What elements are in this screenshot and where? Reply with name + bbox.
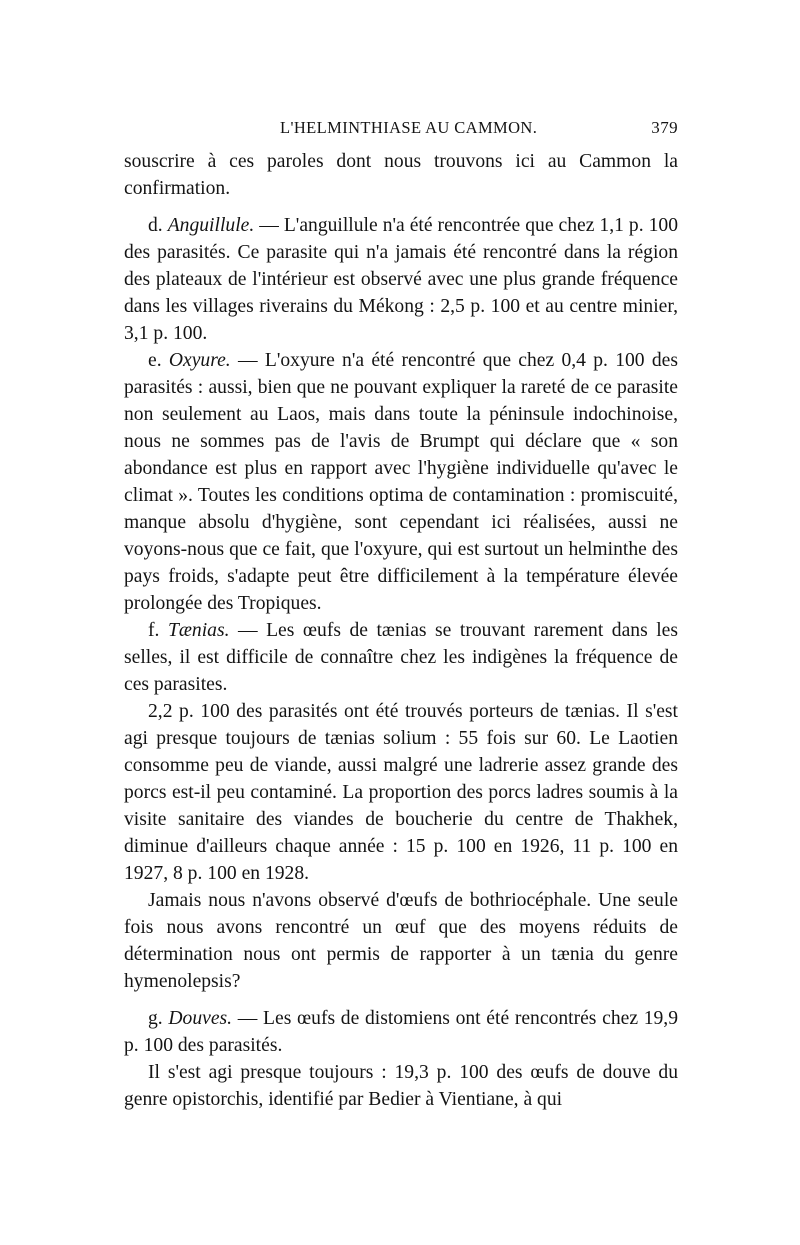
section-letter: f. <box>148 620 168 641</box>
paragraph-text: Il s'est agi presque toujours : 19,3 p. 100 des œufs de douve du genre opistorchis, identifié par Bedier à Vientiane, à qui <box>124 1062 678 1110</box>
paragraph-taenias-statistics <box>124 698 678 887</box>
section-letter: d. <box>148 215 168 236</box>
paragraph-continuation <box>124 148 678 202</box>
paragraph-text: — Les œufs de distomiens ont été rencontrés chez 19,9 p. 100 des parasités. <box>124 1008 678 1056</box>
paragraph-oxyure <box>124 347 678 617</box>
section-label: Anguillule. <box>167 215 255 236</box>
paragraph-opistorchis <box>124 1059 678 1113</box>
running-head <box>124 118 678 148</box>
paragraph-text: — Les œufs de tænias se trouvant rarement dans les selles, il est difficile de connaître chez les indigènes la fréquence de ces parasites. <box>124 620 678 695</box>
paragraph-anguillule <box>124 212 678 347</box>
paragraph-text: 2,2 p. 100 des parasités ont été trouvés porteurs de tænias. Il s'est agi presque toujours de tænias solium : 55 fois sur 60. Le Laotien consomme peu de viande, aussi malgré une ladrerie assez grande des porcs est-il peu contaminé. La proportion des porcs ladres soumis à la visite sanitaire des viandes de boucherie du centre de Thakhek, diminue d'ailleurs chaque année : 15 p. 100 en 1926, 11 p. 100 en 1927, 8 p. 100 en 1928. <box>124 701 678 884</box>
paragraph-text: — L'anguillule n'a été rencontrée que chez 1,1 p. 100 des parasités. Ce parasite qui n'a jamais été rencontré dans la région des plateaux de l'intérieur est observé avec une plus grande fréquence dans les villages riverains du Mékong : 2,5 p. 100 et au centre minier, 3,1 p. 100. <box>124 215 678 344</box>
paragraph-douves <box>124 1005 678 1059</box>
section-label: Oxyure. <box>168 350 231 371</box>
document-page <box>124 118 678 1113</box>
paragraph-text: Jamais nous n'avons observé d'œufs de bothriocéphale. Une seule fois nous avons rencontré un œuf que des moyens réduits de détermination nous ont permis de rapporter à un tænia du genre hymenolepsis? <box>124 890 678 992</box>
section-letter: e. <box>148 350 169 371</box>
paragraph-text: souscrire à ces paroles dont nous trouvons ici au Cammon la confirmation. <box>124 151 678 199</box>
running-title: L'HELMINTHIASE AU CAMMON. <box>280 118 538 137</box>
paragraph-bothriocephale <box>124 887 678 995</box>
paragraph-text: — L'oxyure n'a été rencontré que chez 0,4 p. 100 des parasités : aussi, bien que ne pouvant expliquer la rareté de ce parasite non seulement au Laos, mais dans toute la péninsule indochinoise, nous ne sommes pas de l'avis de Brumpt qui déclare que « son abondance est plus en rapport avec l'hygiène individuelle qu'avec le climat ». Toutes les conditions optima de contamination : promiscuité, manque absolu d'hygiène, sont cependant ici réalisées, aussi ne voyons-nous que ce fait, que l'oxyure, qui est surtout un helminthe des pays froids, s'adapte peut être difficilement à la température élevée prolongée des Tropiques. <box>124 350 678 614</box>
section-label: Tænias. <box>167 620 230 641</box>
section-label: Douves. <box>168 1008 233 1029</box>
section-letter: g. <box>148 1008 169 1029</box>
page-number: 379 <box>651 118 678 137</box>
paragraph-taenias <box>124 617 678 698</box>
body-text <box>124 148 678 1113</box>
